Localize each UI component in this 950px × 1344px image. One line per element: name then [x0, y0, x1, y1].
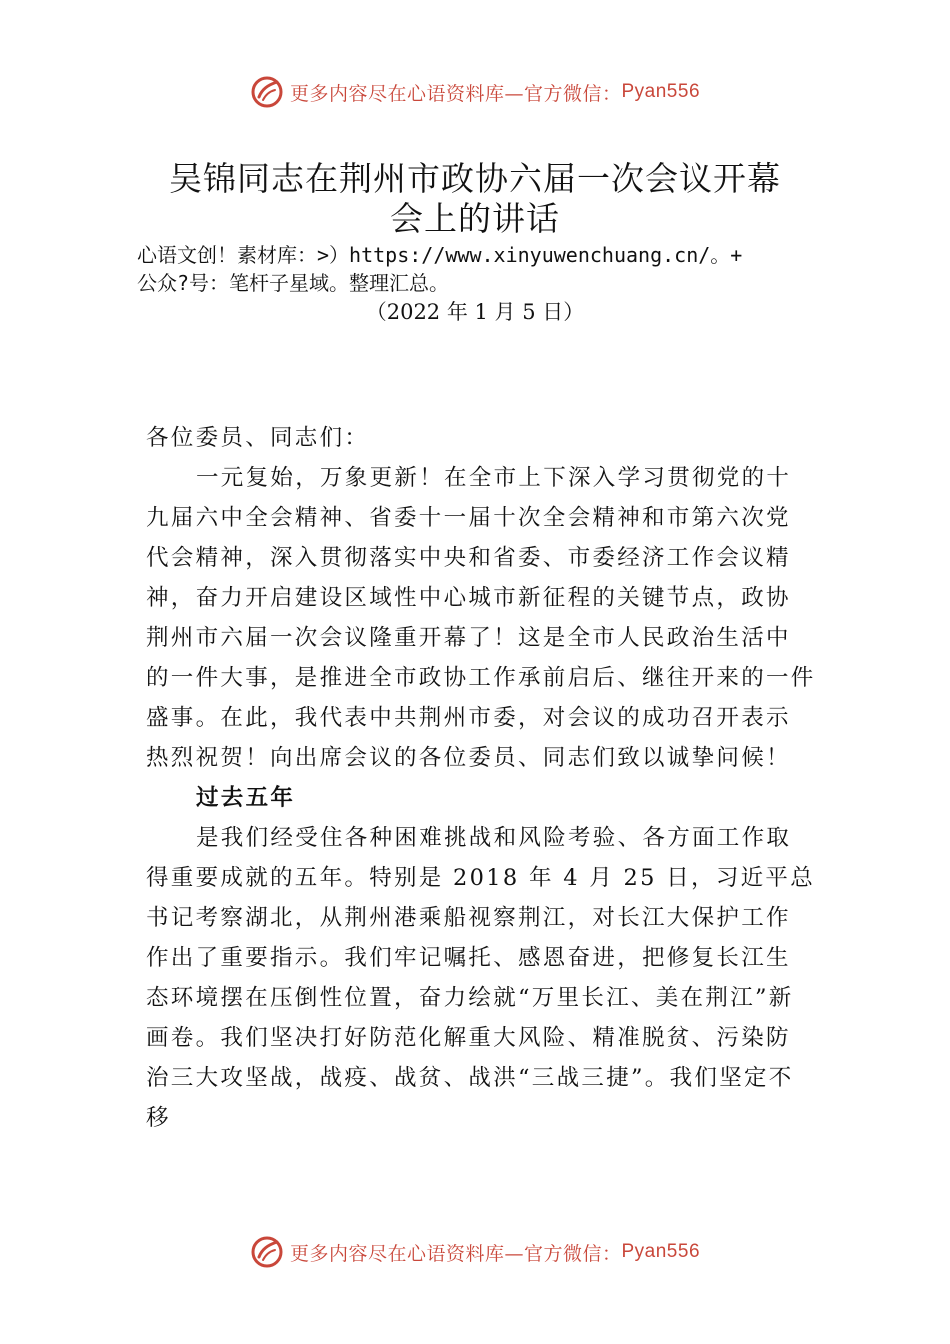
brush-logo-icon	[250, 75, 284, 109]
source-note-line-1: 心语文创！素材库：>）https://www.xinyuwenchuang.cn/。+	[137, 243, 743, 267]
paragraph-2-line: 治三大攻坚战，战疫、战贫、战洪“三战三捷”。我们坚定不	[146, 1065, 794, 1091]
paragraph-1-line: 荆州市六届一次会议隆重开幕了！这是全市人民政治生活中	[146, 625, 791, 651]
paragraph-1-line: 热烈祝贺！向出席会议的各位委员、同志们致以诚挚问候！	[146, 745, 791, 771]
section-heading: 过去五年	[196, 785, 296, 811]
paragraph-1-line: 的一件大事，是推进全市政协工作承前启后、继往开来的一件	[146, 665, 816, 691]
paragraph-2-line: 得重要成就的五年。特别是 2018 年 4 月 25 日，习近平总	[146, 865, 816, 891]
document-body	[146, 418, 818, 1138]
paragraph-1-line: 九届六中全会精神、省委十一届十次全会精神和市第六次党	[146, 505, 791, 531]
speech-date: （2022 年 1 月 5 日）	[365, 300, 585, 324]
watermark-text: 更多内容尽在心语资料库—官方微信：	[289, 1242, 622, 1265]
paragraph-2-line: 是我们经受住各种困难挑战和风险考验、各方面工作取	[196, 825, 792, 851]
paragraph-2-line: 移	[146, 1105, 171, 1131]
brush-logo-icon	[250, 1235, 284, 1269]
watermark-wechat-id: Pyan556	[621, 81, 701, 102]
paragraph-2-line: 画卷。我们坚决打好防范化解重大风险、精准脱贫、污染防	[146, 1025, 791, 1051]
paragraph-1-line: 一元复始，万象更新！在全市上下深入学习贯彻党的十	[196, 465, 792, 491]
watermark-wechat-id: Pyan556	[621, 1241, 701, 1262]
watermark-text: 更多内容尽在心语资料库—官方微信：	[289, 82, 622, 105]
paragraph-1-line: 盛事。在此，我代表中共荆州市委，对会议的成功召开表示	[146, 705, 791, 731]
document-title-line-2: 会上的讲话	[390, 199, 560, 238]
paragraph-2-line: 书记考察湖北，从荆州港乘船视察荆江，对长江大保护工作	[146, 905, 791, 931]
header-watermark	[0, 72, 950, 112]
source-note-line-2: 公众?号：笔杆子星域。整理汇总。	[137, 271, 450, 295]
paragraph-1-line: 代会精神，深入贯彻落实中央和省委、市委经济工作会议精	[146, 545, 791, 571]
paragraph-2-line: 态环境摆在压倒性位置，奋力绘就“万里长江、美在荆江”新	[146, 985, 794, 1011]
salutation: 各位委员、同志们：	[146, 425, 370, 451]
paragraph-2-line: 作出了重要指示。我们牢记嘱托、感恩奋进，把修复长江生	[146, 945, 791, 971]
paragraph-1-line: 神，奋力开启建设区域性中心城市新征程的关键节点，政协	[146, 585, 791, 611]
footer-watermark	[0, 1232, 950, 1272]
document-title-line-1: 吴锦同志在荆州市政协六届一次会议开幕	[169, 159, 781, 198]
